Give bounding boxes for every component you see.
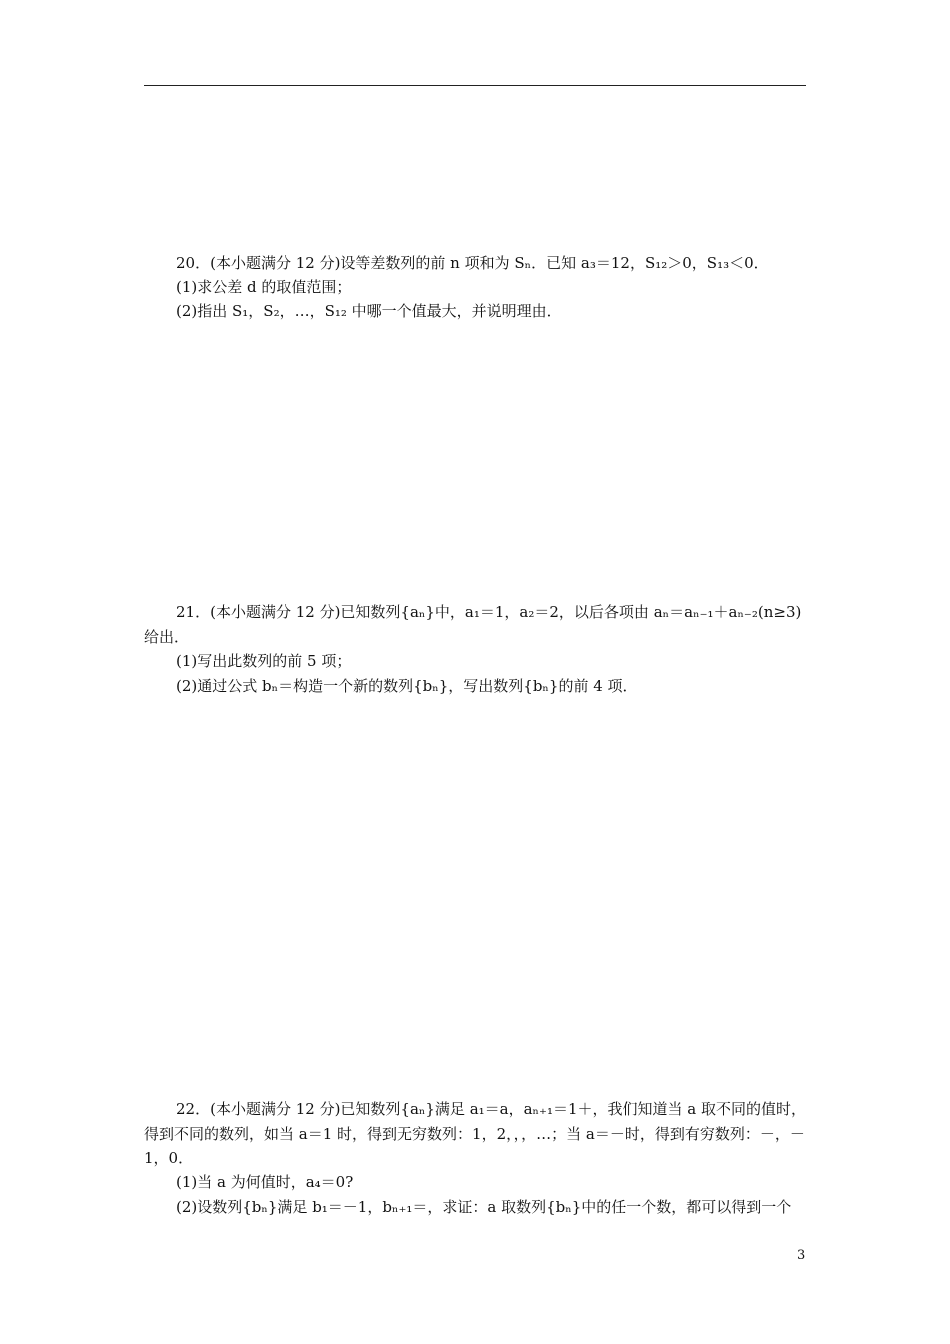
q21-line-3: (1)写出此数列的前 5 项；	[176, 652, 352, 670]
header-rule	[144, 85, 806, 86]
q21-line-1: 21．(本小题满分 12 分)已知数列{aₙ}中，a₁＝1，a₂＝2，以后各项由 aₙ＝aₙ₋₁＋aₙ₋₂(n≥3)	[176, 603, 802, 621]
q20-line-1: 20．(本小题满分 12 分)设等差数列的前 n 项和为 Sₙ．已知 a₃＝12，S₁₂＞0，S₁₃＜0．	[176, 254, 769, 272]
q21-line-2: 给出．	[144, 628, 190, 646]
q20-line-3: (2)指出 S₁，S₂，…，S₁₂ 中哪一个值最大，并说明理由．	[176, 302, 562, 320]
q22-line-2: 得到不同的数列，如当 a＝1 时，得到无穷数列：1，2，，，…；当 a＝－时，得到有穷数列：－，－	[144, 1125, 805, 1143]
q21-line-4: (2)通过公式 bₙ＝构造一个新的数列{bₙ}，写出数列{bₙ}的前 4 项．	[176, 677, 638, 695]
q22-line-1: 22．(本小题满分 12 分)已知数列{aₙ}满足 a₁＝a，aₙ₊₁＝1＋，我们知道当 a 取不同的值时，	[176, 1100, 806, 1118]
q22-line-4: (1)当 a 为何值时，a₄＝0?	[176, 1173, 354, 1191]
q22-line-5: (2)设数列{bₙ}满足 b₁＝－1，bₙ₊₁＝，求证：a 取数列{bₙ}中的任一个数，都可以得到一个	[176, 1198, 792, 1216]
q20-line-2: (1)求公差 d 的取值范围；	[176, 278, 352, 296]
q22-line-3: 1，0．	[144, 1149, 194, 1167]
page-number: 3	[797, 1248, 806, 1263]
